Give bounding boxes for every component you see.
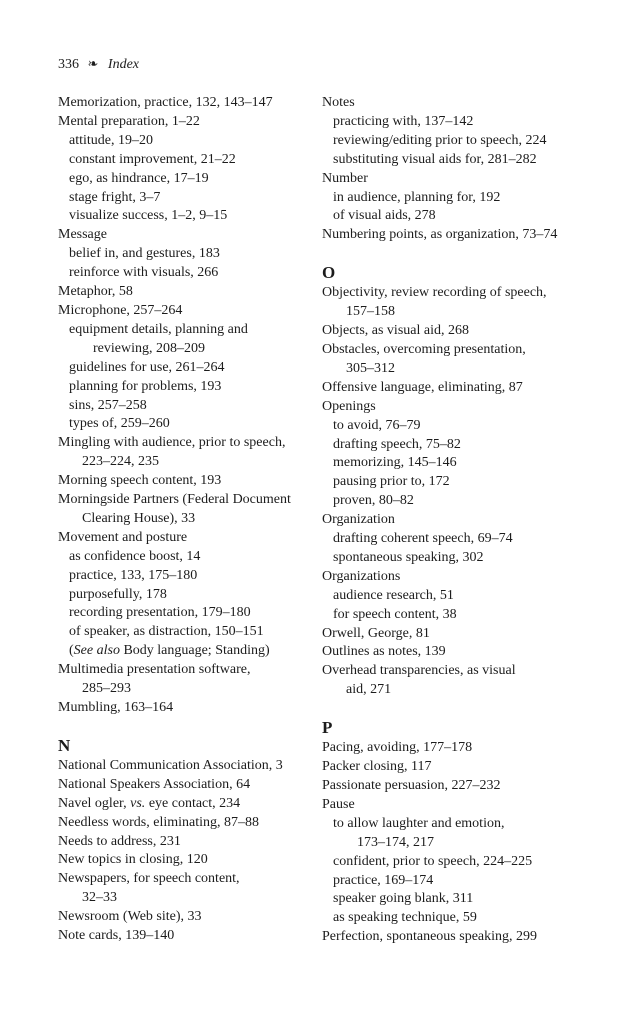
- index-subentry: for speech content, 38: [333, 606, 457, 622]
- index-subentry: belief in, and gestures, 183: [69, 246, 220, 262]
- index-subentry: guidelines for use, 261–264: [69, 359, 225, 375]
- index-subentry: substituting visual aids for, 281–282: [333, 151, 537, 167]
- index-entry: Organizations: [322, 568, 401, 584]
- index-letter-heading: P: [322, 718, 333, 738]
- index-subentry: to avoid, 76–79: [333, 417, 421, 433]
- index-entry: Number: [322, 170, 368, 186]
- index-entry: Microphone, 257–264: [58, 302, 183, 318]
- index-letter-heading: O: [322, 263, 336, 283]
- index-entry: [58, 795, 308, 814]
- index-entry: Outlines as notes, 139: [322, 644, 446, 660]
- index-entry: National Speakers Association, 64: [58, 776, 251, 792]
- index-subentry: as speaking technique, 59: [333, 910, 477, 926]
- index-entry: Pacing, avoiding, 177–178: [322, 740, 473, 756]
- index-entry: Movement and posture: [58, 529, 188, 545]
- index-entry: Needs to address, 231: [58, 833, 181, 849]
- index-column-left: [58, 94, 308, 946]
- index-entry: Passionate persuasion, 227–232: [322, 778, 501, 793]
- index-subentry: purposefully, 178: [69, 586, 167, 602]
- entry-text-after: eye contact, 234: [145, 795, 241, 811]
- see-also-label: See also: [73, 643, 120, 659]
- index-entry: National Communication Association, 3: [58, 757, 283, 773]
- index-subentry: 173–174, 217: [357, 834, 434, 850]
- index-subentry: proven, 80–82: [333, 493, 414, 509]
- index-subentry: aid, 271: [346, 682, 392, 698]
- index-entry: Newspapers, for speech content,: [58, 871, 240, 887]
- index-entry: Overhead transparencies, as visual: [322, 663, 516, 679]
- index-subentry: stage fright, 3–7: [69, 189, 161, 205]
- index-subentry: reviewing, 208–209: [93, 340, 205, 356]
- index-entry: Mental preparation, 1–22: [58, 113, 200, 129]
- index-entry: Newsroom (Web site), 33: [58, 909, 202, 925]
- index-subentry: equipment details, planning and: [69, 321, 248, 337]
- index-subentry: 285–293: [82, 681, 131, 697]
- index-entry: [58, 642, 308, 661]
- index-subentry: 157–158: [346, 304, 395, 320]
- index-subentry: drafting coherent speech, 69–74: [333, 531, 513, 547]
- index-subentry: Clearing House), 33: [82, 510, 196, 526]
- index-subentry: 32–33: [82, 890, 117, 906]
- entry-text-before: Navel ogler,: [58, 795, 131, 811]
- index-subentry: ego, as hindrance, 17–19: [69, 170, 209, 186]
- index-subentry: 305–312: [346, 360, 395, 376]
- index-entry: Morning speech content, 193: [58, 473, 222, 489]
- index-subentry: speaker going blank, 311: [333, 891, 474, 907]
- index-entry: Mumbling, 163–164: [58, 700, 174, 715]
- index-entry: Openings: [322, 398, 376, 414]
- entry-vs: vs.: [130, 795, 146, 811]
- index-entry: New topics in closing, 120: [58, 852, 208, 868]
- index-subentry: planning for problems, 193: [69, 378, 222, 394]
- index-subentry: spontaneous speaking, 302: [333, 549, 484, 565]
- index-entry: Pause: [322, 796, 355, 812]
- index-entry: Obstacles, overcoming presentation,: [322, 341, 526, 357]
- index-subentry: memorizing, 145–146: [333, 455, 457, 471]
- index-subentry: recording presentation, 179–180: [69, 605, 251, 621]
- index-subentry: attitude, 19–20: [69, 132, 153, 148]
- page-number: 336: [58, 57, 79, 72]
- index-subentry: sins, 257–258: [69, 397, 147, 413]
- index-entry: Numbering points, as organization, 73–74: [322, 227, 558, 243]
- leaf-ornament-icon: ❧: [87, 56, 99, 71]
- see-also-open: (: [69, 643, 74, 659]
- index-entry: Offensive language, eliminating, 87: [322, 379, 523, 395]
- index-subentry: in audience, planning for, 192: [333, 189, 501, 205]
- index-entry: Memorization, practice, 132, 143–147: [58, 95, 273, 110]
- index-entry: Objectivity, review recording of speech,: [322, 285, 547, 301]
- index-entry: Needless words, eliminating, 87–88: [58, 814, 260, 830]
- index-subentry: as confidence boost, 14: [69, 548, 201, 564]
- index-entry: Objects, as visual aid, 268: [322, 323, 469, 339]
- index-subentry: pausing prior to, 172: [333, 474, 450, 490]
- index-entry: Notes: [322, 95, 355, 110]
- index-subentry: of speaker, as distraction, 150–151: [69, 624, 264, 640]
- index-entry: Morningside Partners (Federal Document: [58, 492, 291, 508]
- see-also-text: Body language; Standing): [119, 643, 270, 659]
- index-subentry: practice, 133, 175–180: [69, 567, 198, 583]
- index-entry: Orwell, George, 81: [322, 625, 430, 641]
- index-entry: Perfection, spontaneous speaking, 299: [322, 929, 538, 945]
- index-subentry: reviewing/editing prior to speech, 224: [333, 132, 547, 148]
- index-entry: Message: [58, 227, 107, 243]
- index-subentry: practicing with, 137–142: [333, 113, 474, 129]
- index-subentry: practice, 169–174: [333, 872, 434, 888]
- section-title: Index: [107, 57, 139, 72]
- index-subentry: constant improvement, 21–22: [69, 151, 236, 167]
- index-subentry: confident, prior to speech, 224–225: [333, 853, 533, 869]
- index-entry: Note cards, 139–140: [58, 928, 175, 944]
- running-header: [58, 55, 139, 74]
- index-entry: Multimedia presentation software,: [58, 662, 251, 678]
- index-column-right: [322, 94, 572, 947]
- index-entry: Mingling with audience, prior to speech,: [58, 435, 286, 451]
- index-subentry: audience research, 51: [333, 587, 454, 603]
- index-subentry: reinforce with visuals, 266: [69, 265, 219, 281]
- index-entry: Metaphor, 58: [58, 284, 133, 300]
- index-letter-heading: N: [58, 735, 71, 755]
- index-entry: Organization: [322, 512, 395, 528]
- index-subentry: drafting speech, 75–82: [333, 436, 461, 452]
- index-subentry: visualize success, 1–2, 9–15: [69, 208, 228, 224]
- index-entry: Packer closing, 117: [322, 759, 432, 775]
- index-subentry: 223–224, 235: [82, 454, 159, 470]
- index-subentry: to allow laughter and emotion,: [333, 815, 505, 831]
- index-subentry: of visual aids, 278: [333, 208, 436, 224]
- index-subentry: types of, 259–260: [69, 416, 170, 432]
